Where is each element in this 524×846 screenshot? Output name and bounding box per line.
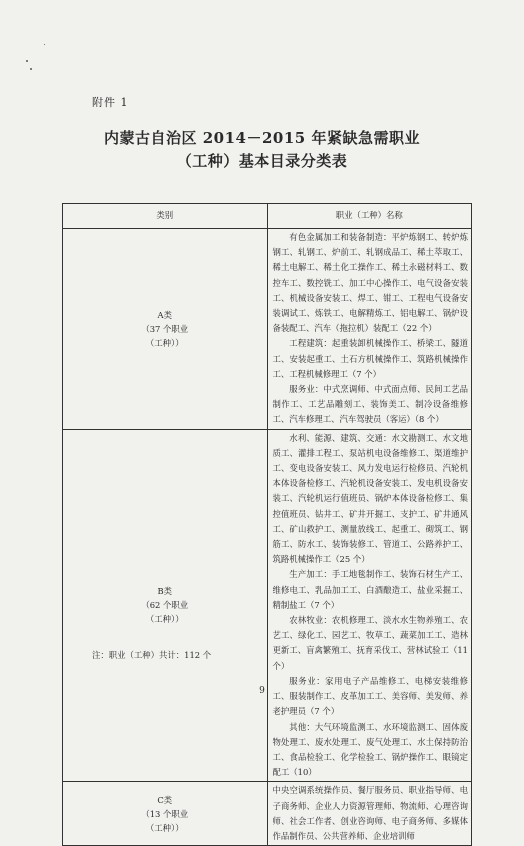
table-row-category-c bbox=[63, 782, 472, 846]
category-b-occupations bbox=[267, 429, 472, 782]
total-note: 注：职业（工种）共计：112 个 bbox=[92, 650, 212, 660]
occupation-group: 工程建筑：起重装卸机械操作工、桥梁工、隧道工、安装起重工、土石方机械操作工、筑路机械操作工、工程机械修理工（7 个） bbox=[272, 338, 468, 379]
category-c-occupations bbox=[267, 782, 472, 846]
category-count-unit: （工种）） bbox=[145, 614, 184, 625]
occupation-group: 中央空调系统操作员、餐厅服务员、职业指导师、电子商务师、企业人力资源管理师、物流师、心理咨询师、社会工作者、创业咨询师、电子商务师、多媒体作品制作员、公共营养师、企业培训师 bbox=[272, 785, 468, 841]
category-label: A类 bbox=[157, 309, 172, 320]
occupation-group: 其他：大气环境监测工、水环境监测工、固体废物处理工、废水处理工、废气处理工、水土保持防治工、食品检验工、化学检验工、锅炉操作工、眼镜定配工（10） bbox=[272, 721, 468, 778]
page-number: 9 bbox=[259, 686, 265, 696]
annex-label: 附件 1 bbox=[92, 96, 129, 109]
table-header-row bbox=[63, 204, 472, 229]
header-occupation-names: 职业（工种）名称 bbox=[267, 204, 472, 229]
table-row-category-a bbox=[63, 229, 472, 430]
occupation-group: 服务业：家用电子产品维修工、电梯安装维修工、服装制作工、皮革加工工、美容师、美发师、养老护理员（7 个） bbox=[272, 675, 468, 717]
category-count: （37 个职业 bbox=[141, 323, 189, 334]
scan-speck bbox=[26, 60, 28, 62]
occupation-catalog-table bbox=[62, 203, 472, 846]
category-count: （13 个职业 bbox=[141, 808, 189, 819]
occupation-group: 水利、能源、建筑、交通：水文勘测工、水文地质工、灌排工程工、泵站机电设备维修工、渠道维护工、变电设备安装工、风力发电运行检修员、汽轮机本体设备检修工、汽轮机设备安装工、发电机设备安装工、汽轮机运行值班员、锅炉本体设备检修工、集控值班员、钻井工、矿井开掘工、支护工、矿井通风工、矿山救护工、测量放线工、起重工、砌筑工、钢筋工、防水工、装饰装修工、管道工、公路养护工、筑路机械操作工（25 个） bbox=[272, 432, 468, 565]
category-label: B类 bbox=[157, 586, 173, 597]
category-count-unit: （工种）） bbox=[145, 337, 184, 348]
category-label: C类 bbox=[157, 794, 173, 805]
occupation-group: 服务业：中式烹调师、中式面点师、民间工艺品制作工、工艺品雕刻工、装饰美工、制冷设备维修工、汽车修理工、汽车驾驶员（客运）（8 个） bbox=[272, 384, 468, 425]
scan-speck bbox=[30, 68, 32, 70]
occupation-group: 农林牧业：农机修理工、淡水水生物养殖工、农艺工、绿化工、园艺工、牧草工、蔬菜加工工、造林更新工、盲禽繁殖工、抚育采伐工、营林试验工（11 个） bbox=[272, 615, 468, 671]
scan-speck bbox=[44, 44, 45, 45]
occupation-group: 生产加工：手工地毯制作工、装饰石材生产工、维修电工、乳品加工工、白酒酿造工、盐业采掘工、精制盐工（7 个） bbox=[272, 569, 468, 610]
category-count: （62 个职业 bbox=[141, 600, 189, 611]
document-subtitle: （工种）基本目录分类表 bbox=[176, 152, 348, 170]
category-b-cell bbox=[63, 429, 268, 782]
category-a-cell bbox=[63, 229, 268, 430]
category-count-unit: （工种）） bbox=[145, 822, 184, 833]
table-row-category-b bbox=[63, 429, 472, 782]
occupation-group: 有色金属加工和装备制造：平炉炼钢工、转炉炼钢工、轧钢工、炉前工、轧钢成品工、稀土萃取工、稀土电解工、稀土化工操作工、稀土永磁材料工、数控车工、数控铣工、加工中心操作工、电气设备安装工、机械设备安装工、焊工、钳工、工程电气设备安装调试工、炼铁工、电解精炼工、铝电解工、锅炉设备装配工、汽车（拖拉机）装配工（22 个） bbox=[272, 232, 468, 334]
category-a-occupations bbox=[267, 229, 472, 430]
document-title: 内蒙古自治区 2014－2015 年紧缺急需职业 bbox=[104, 129, 420, 147]
header-category: 类别 bbox=[63, 204, 268, 229]
category-c-cell bbox=[63, 782, 268, 846]
